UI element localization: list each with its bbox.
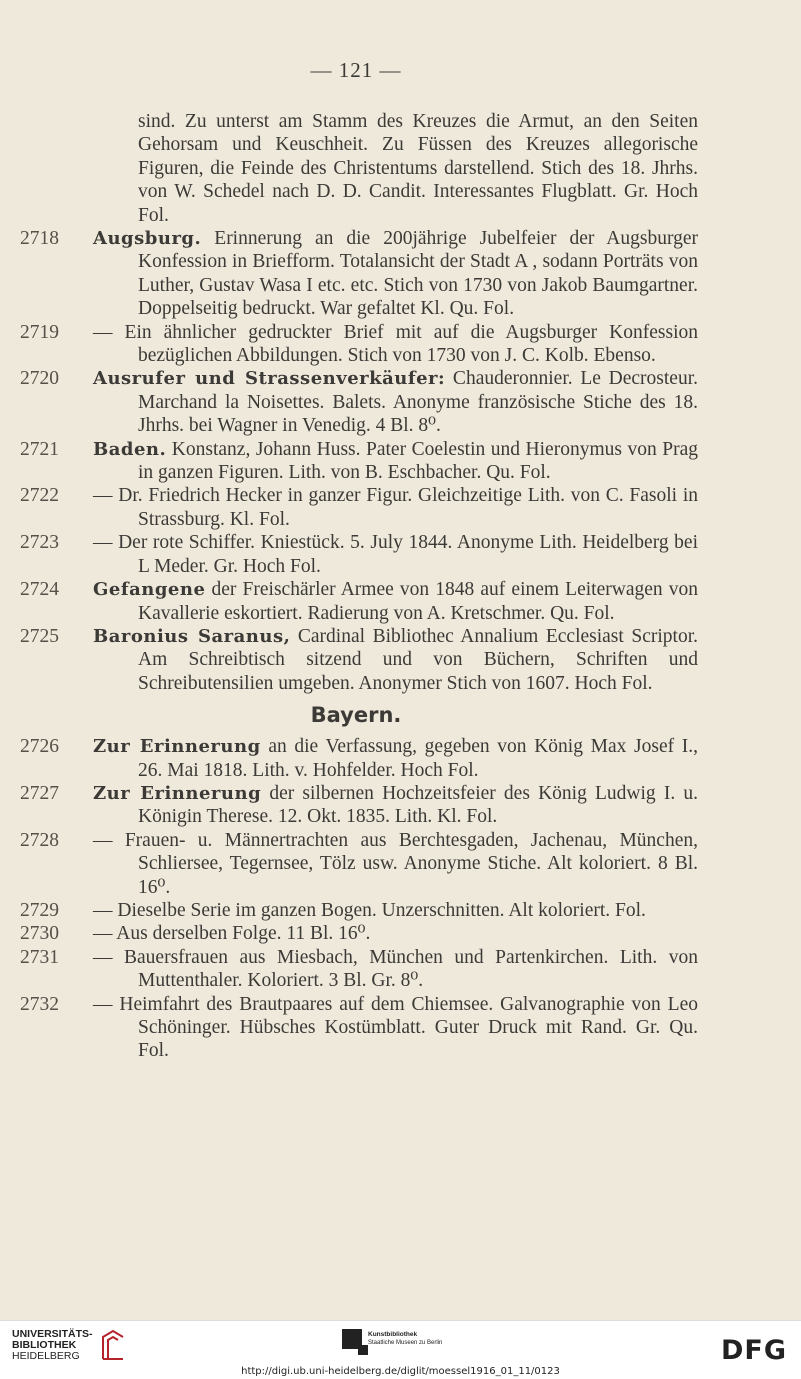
entry-number: 2718	[20, 228, 59, 249]
catalog-entry	[0, 899, 801, 922]
entry-number: 2729	[20, 899, 59, 921]
entry-body	[93, 782, 698, 829]
entry-lead: —	[93, 923, 113, 945]
entry-number: 2732	[20, 993, 59, 1015]
entry-number: 2724	[20, 579, 59, 601]
entry-body	[93, 578, 698, 625]
entry-number: 2726	[20, 736, 59, 758]
source-url-link[interactable]: http://digi.ub.uni-heidelberg.de/diglit/moessel1916_01_11/0123	[241, 1366, 560, 1377]
catalog-entry	[0, 993, 801, 1063]
entry-body	[93, 367, 699, 437]
entry-text: Erinnerung an die 200jährige Jubelfeier der Augsburger Konfession in Briefform. Totalansicht der Stadt A , sodann Porträts von Luther, Gustav Wasa I etc. etc. Stich von 1730 von Jakob Baumgartner. Doppelseitig bedruckt. War gefaltet Kl. Qu. Fol.	[138, 228, 698, 320]
entry-body	[93, 227, 698, 321]
catalog-entry	[0, 531, 801, 578]
catalog-entry	[0, 922, 801, 945]
entry-lead: Baronius Saranus,	[93, 625, 291, 647]
entry-lead: —	[93, 946, 113, 968]
entry-lead: —	[93, 321, 113, 343]
entry-lead: —	[93, 829, 113, 851]
entry-text: an die Verfassung, gegeben von König Max Josef I., 26. Mai 1818. Lith. v. Hohfelder. Hoch Fol.	[138, 736, 698, 781]
continued-paragraph: sind. Zu unterst am Stamm des Kreuzes die Armut, an den Seiten Gehorsam und Keuschheit. Zu Füssen des Kreuzes allegorische Figuren, die Feinde des Christentums darstellend. Stich des 18. Jhrhs. von W. Schedel nach D. D. Candit. Interessantes Flugblatt. Gr. Hoch Fol.	[138, 111, 698, 226]
entry-lead: —	[93, 993, 113, 1015]
entries-group-before	[0, 227, 801, 695]
entry-text: Dieselbe Serie im ganzen Bogen. Unzerschnitten. Alt koloriert. Fol.	[112, 899, 646, 921]
entry-text: Chauderonnier. Le Decrosteur. Marchand la Noisettes. Balets. Anonyme französische Stiche des 18. Jhrhs. bei Wagner in Venedig. 4 Bl. 8⁰.	[138, 368, 699, 437]
entry-text: Bauersfrauen aus Miesbach, München und Partenkirchen. Lith. von Muttenthaler. Koloriert. 3 Bl. Gr. 8⁰.	[112, 946, 698, 992]
entry-number: 2731	[20, 946, 59, 968]
university-library-logo[interactable]	[12, 1329, 127, 1363]
catalog-entry	[0, 782, 801, 829]
entry-lead: —	[93, 485, 113, 507]
dfg-logo[interactable]: DFG	[720, 1335, 787, 1366]
entry-body	[93, 946, 698, 993]
entry-body	[93, 829, 698, 899]
entry-number: 2720	[20, 368, 59, 390]
university-seal-icon	[99, 1329, 127, 1363]
kunstbibliothek-name: Kunstbibliothek	[368, 1331, 418, 1338]
page-number: — 121 —	[310, 58, 402, 82]
entry-number: 2728	[20, 829, 59, 851]
entry-text: der Freischärler Armee von 1848 auf einem Leiterwagen von Kavallerie eskortiert. Radierung von A. Kretschmer. Qu. Fol.	[138, 579, 698, 624]
entry-body	[93, 899, 698, 922]
entry-lead: Gefangene	[93, 579, 206, 601]
catalog-entries	[0, 227, 801, 1063]
entry-lead: Ausrufer und Strassenverkäufer:	[93, 368, 446, 390]
entry-number: 2723	[20, 532, 59, 554]
uni-name-line2: BIBLIOTHEK	[12, 1339, 77, 1351]
entry-number: 2719	[20, 321, 59, 343]
entry-lead: Zur Erinnerung	[93, 782, 262, 804]
entry-body	[93, 993, 698, 1063]
entry-text: Konstanz, Johann Huss. Pater Coelestin und Hieronymus von Prag in ganzen Figuren. Lith. von B. Eschbacher. Qu. Fol.	[138, 438, 698, 484]
entry-text: der silbernen Hochzeitsfeier des König Ludwig I. u. Königin Therese. 12. Okt. 1835. Lith. Kl. Fol.	[138, 782, 698, 828]
entry-number: 2725	[20, 625, 59, 647]
entries-group-after	[0, 735, 801, 1063]
kunstbibliothek-icon	[342, 1329, 362, 1349]
entry-number: 2730	[20, 923, 59, 945]
entry-text: Dr. Friedrich Hecker in ganzer Figur. Gleichzeitige Lith. von C. Fasoli in Strassburg. Kl. Fol.	[112, 485, 698, 530]
footer-bar	[0, 1320, 801, 1379]
entry-lead: Augsburg.	[93, 228, 202, 249]
entry-body	[93, 922, 698, 945]
catalog-entry	[0, 227, 801, 321]
catalog-entry	[0, 829, 801, 899]
catalog-entry	[0, 484, 801, 531]
catalog-entry	[0, 946, 801, 993]
entry-number: 2722	[20, 485, 59, 507]
entry-text: Der rote Schiffer. Kniestück. 5. July 1844. Anonyme Lith. Heidelberg bei L Meder. Gr. Hoch Fol.	[112, 532, 698, 577]
kunstbibliothek-logo[interactable]	[342, 1329, 442, 1349]
entry-lead: —	[93, 899, 113, 921]
entry-body	[93, 531, 698, 578]
entry-body	[93, 735, 698, 782]
kunstbibliothek-subtitle: Staatliche Museen zu Berlin	[368, 1340, 443, 1346]
uni-name-line3: HEIDELBERG	[12, 1350, 80, 1362]
entry-text: Heimfahrt des Brautpaares auf dem Chiemsee. Galvanographie von Leo Schöninger. Hübsches Kostümblatt. Guter Druck mit Rand. Gr. Qu. Fol.	[112, 993, 698, 1062]
entry-number: 2721	[20, 438, 59, 460]
catalog-entry	[0, 625, 801, 695]
uni-name-line1: UNIVERSITÄTS-	[12, 1328, 93, 1340]
catalog-entry	[0, 321, 801, 368]
catalog-entry	[0, 438, 801, 485]
entry-number: 2727	[20, 782, 59, 804]
catalog-entry	[0, 735, 801, 782]
entry-lead: —	[93, 532, 113, 554]
entry-text: Cardinal Bibliothec Annalium Ecclesiast Scriptor. Am Schreibtisch sitzend und von Büchern, Schriften und Schreibutensilien umgeben. Anonymer Stich von 1607. Hoch Fol.	[138, 625, 698, 694]
entry-text: Ein ähnlicher gedruckter Brief mit auf die Augsburger Konfession bezüglichen Abbildungen. Stich von 1730 von J. C. Kolb. Ebenso.	[112, 321, 698, 367]
catalog-entry	[0, 578, 801, 625]
entry-body	[93, 625, 698, 695]
entry-body	[93, 484, 698, 531]
catalog-entry	[0, 367, 801, 437]
section-heading: Bayern.	[310, 703, 402, 728]
entry-text: Aus derselben Folge. 11 Bl. 16⁰.	[112, 923, 371, 945]
entry-lead: Baden.	[93, 438, 167, 460]
entry-text: Frauen- u. Männertrachten aus Berchtesgaden, Jachenau, München, Schliersee, Tegernsee, Tölz usw. Anonyme Stiche. Alt koloriert. 8 Bl. 16⁰.	[112, 829, 698, 898]
entry-lead: Zur Erinnerung	[93, 736, 261, 758]
entry-body	[93, 438, 698, 485]
entry-body	[93, 321, 698, 368]
